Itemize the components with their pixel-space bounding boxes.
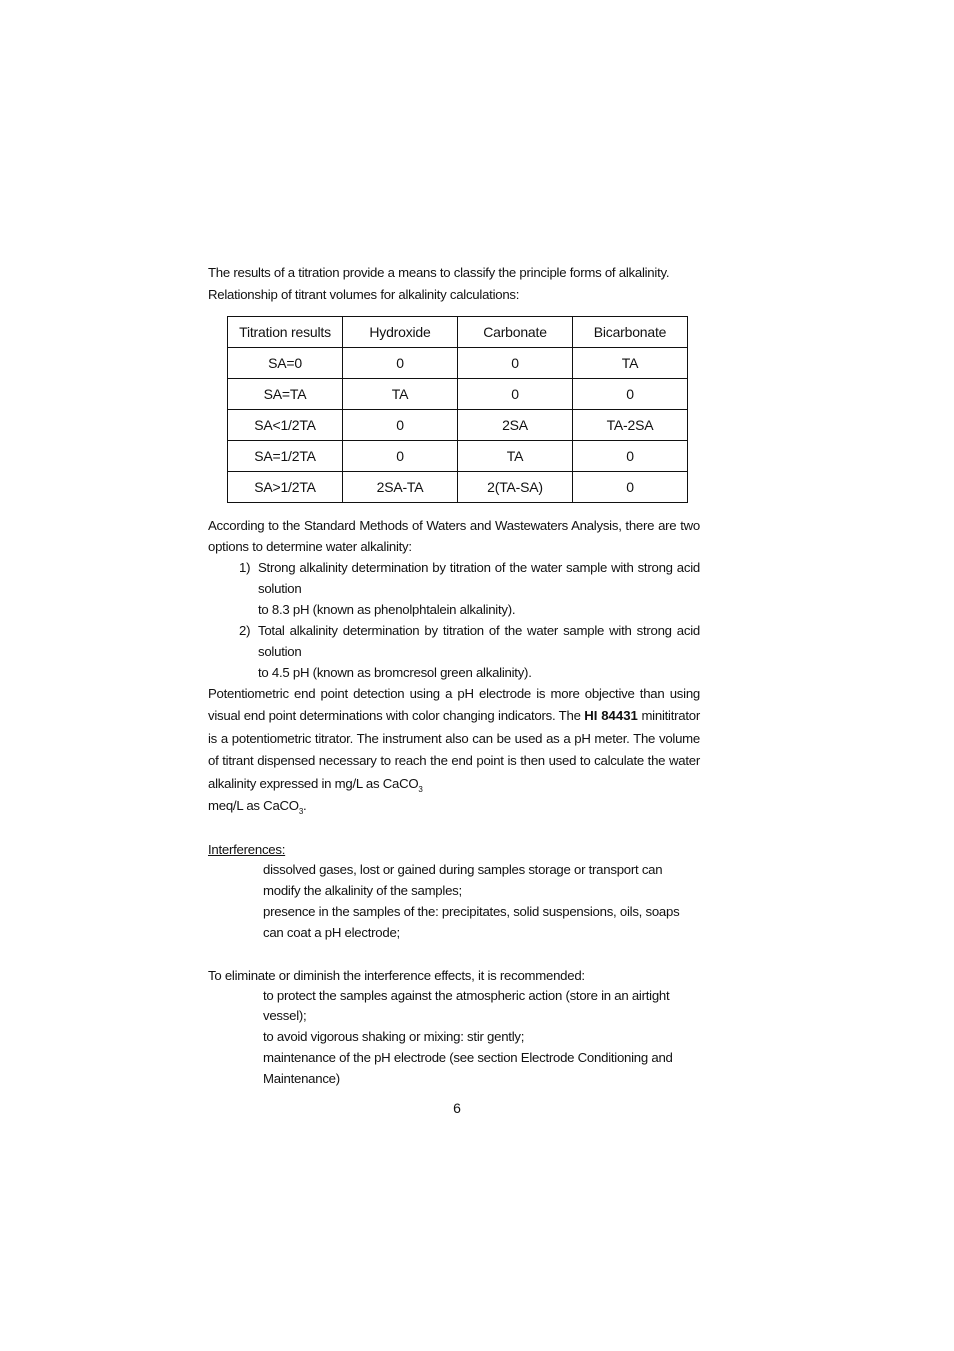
table-row	[228, 472, 688, 503]
list-item	[208, 557, 700, 620]
list-item-line: Strong alkalinity determination by titration of the water sample with strong acid solution	[258, 560, 700, 596]
table-cell: 0	[343, 348, 458, 379]
table-cell: 2(TA-SA)	[458, 472, 573, 503]
table-cell: 0	[343, 410, 458, 441]
interferences-heading: Interferences:	[208, 842, 286, 858]
paragraph-text: minititrator is a potentiometric titrator. The instrument also can be used as a pH meter. The volume of titrant dispensed necessary to reach the end point is then used to calculate the water alkalinity expressed in mg/L as CaCO	[208, 708, 700, 791]
list-item: to protect the samples against the atmospheric action (store in an airtight vessel);	[263, 987, 670, 1024]
table-cell: TA	[343, 379, 458, 410]
table-cell: 0	[458, 348, 573, 379]
table-cell: 0	[458, 379, 573, 410]
table-header-row	[228, 317, 688, 348]
table-row	[228, 348, 688, 379]
paragraph-text: Potentiometric end point detection using a pH electrode is more objective than using visual end point determinations with color changing indicators. The	[208, 686, 700, 724]
titration-results-table	[227, 316, 688, 503]
page-number: 6	[453, 1100, 461, 1116]
list-item: to avoid vigorous shaking or mixing: stir gently;	[263, 1029, 525, 1045]
list-item-line: to 8.3 pH (known as phenolphtalein alkalinity).	[258, 602, 516, 617]
paragraph-text: .	[303, 798, 307, 814]
table-cell: 2SA-TA	[343, 472, 458, 503]
list-item: dissolved gases, lost or gained during samples storage or transport can modify the alkalinity of the samples;	[263, 862, 663, 899]
table-row	[228, 441, 688, 472]
page-content	[208, 262, 700, 1090]
table-cell: SA>1/2TA	[228, 472, 343, 503]
list-item: presence in the samples of the: precipitates, solid suspensions, oils, soaps can coat a pH electrode;	[263, 904, 680, 940]
list-item-line: Total alkalinity determination by titration of the water sample with strong acid solution	[258, 623, 700, 659]
table-row	[228, 410, 688, 441]
table-cell: SA=TA	[228, 379, 343, 410]
paragraph-text: meq/L as CaCO	[208, 798, 299, 814]
table-cell: TA	[573, 348, 688, 379]
table-cell: SA<1/2TA	[228, 410, 343, 441]
alkalinity-options-list	[208, 557, 700, 683]
table-cell: TA	[458, 441, 573, 472]
product-name: HI 84431	[584, 708, 638, 724]
interferences-list	[208, 860, 700, 943]
subscript: 3	[418, 784, 423, 794]
column-header-bicarbonate: Bicarbonate	[573, 317, 688, 348]
subscript: 3	[298, 807, 304, 817]
recommendations-intro: To eliminate or diminish the interference effects, it is recommended:	[208, 967, 585, 983]
table-cell: SA=0	[228, 348, 343, 379]
table-row	[228, 379, 688, 410]
table-cell: 2SA	[458, 410, 573, 441]
list-item	[208, 620, 700, 683]
standard-methods-intro: According to the Standard Methods of Waters and Wastewaters Analysis, there are two options to determine water alkalinity:	[208, 518, 700, 554]
table-cell: SA=1/2TA	[228, 441, 343, 472]
intro-line-1: The results of a titration provide a means to classify the principle forms of alkalinity.	[208, 265, 670, 280]
intro-line-2: Relationship of titrant volumes for alkalinity calculations:	[208, 287, 520, 302]
column-header-titration-results: Titration results	[228, 317, 343, 348]
potentiometric-paragraph	[208, 683, 700, 817]
table-cell: 0	[573, 472, 688, 503]
table-cell: 0	[343, 441, 458, 472]
table-cell: 0	[573, 379, 688, 410]
list-item-number: 2)	[239, 623, 251, 638]
table-cell: 0	[573, 441, 688, 472]
table-cell: TA-2SA	[573, 410, 688, 441]
column-header-carbonate: Carbonate	[458, 317, 573, 348]
list-item: maintenance of the pH electrode (see section Electrode Conditioning and Maintenance)	[263, 1050, 673, 1086]
list-item-number: 1)	[239, 560, 251, 575]
recommendations-list	[208, 986, 700, 1090]
column-header-hydroxide: Hydroxide	[343, 317, 458, 348]
list-item-line: to 4.5 pH (known as bromcresol green alkalinity).	[258, 665, 532, 680]
